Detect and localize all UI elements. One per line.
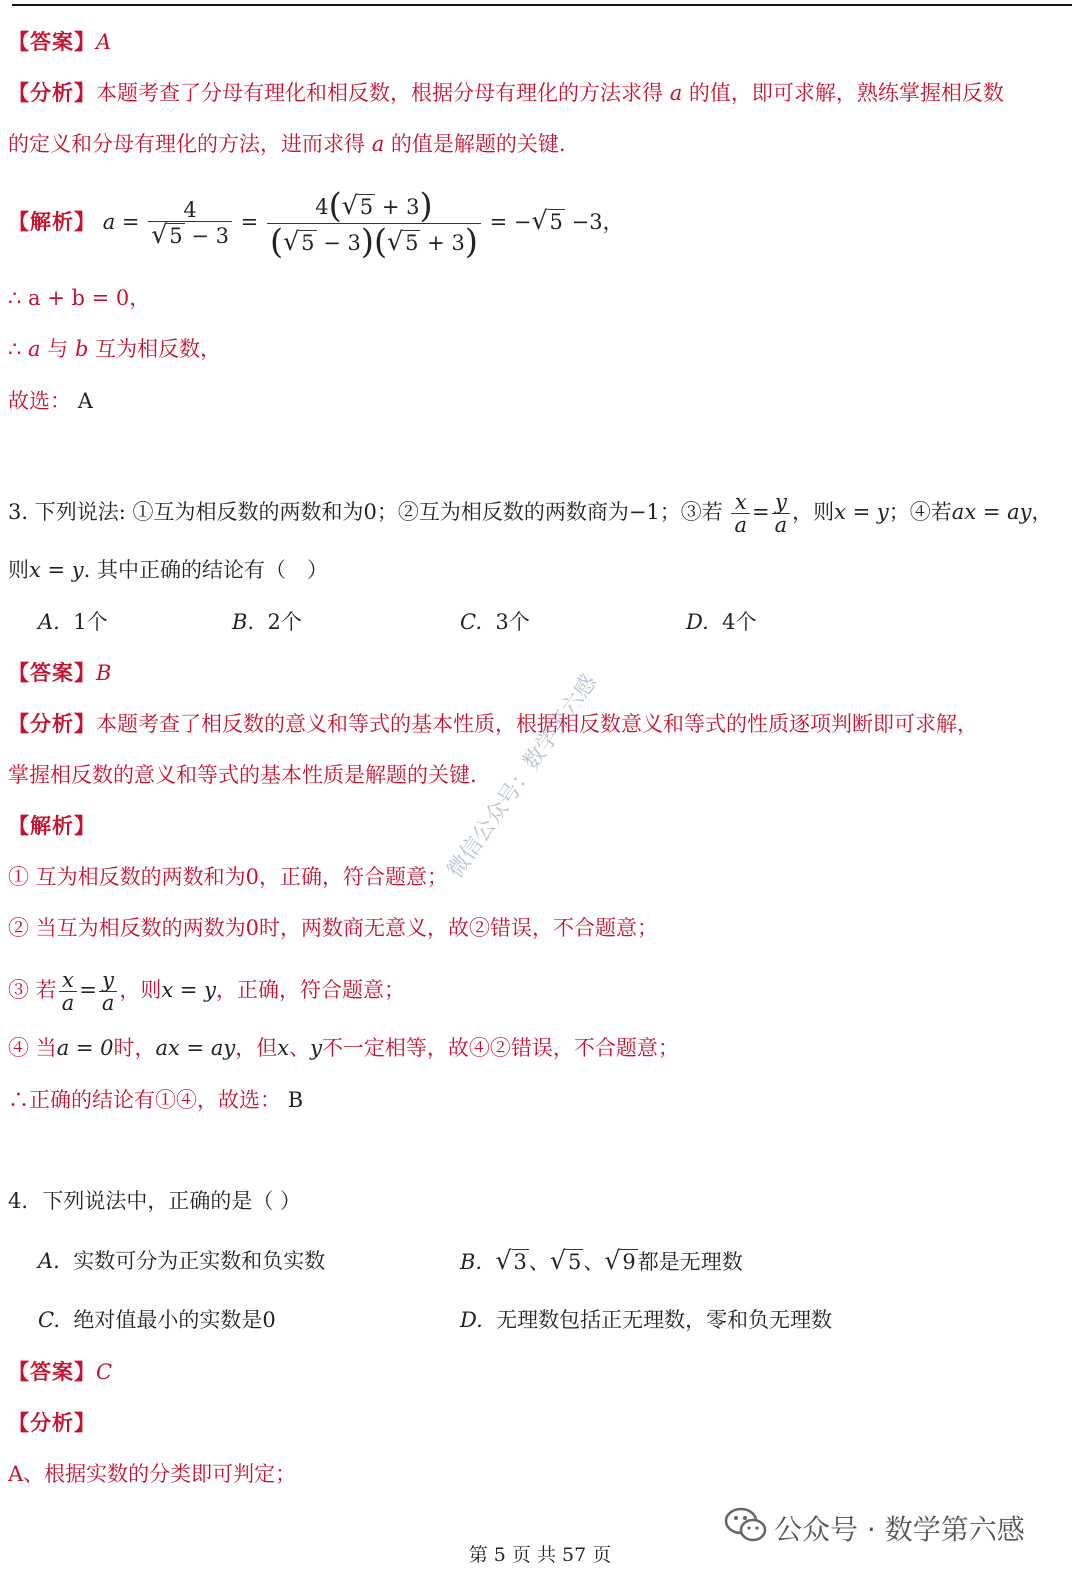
term: + 3 bbox=[381, 194, 420, 219]
q3-option-c[interactable] bbox=[460, 607, 530, 637]
equation: x = y bbox=[29, 558, 84, 582]
fraction-x-over-a bbox=[59, 969, 78, 1014]
option-key: A. bbox=[38, 610, 60, 634]
option-text: 1个 bbox=[73, 610, 108, 634]
analysis-text: 的值，即可求解，熟练掌握相反数 bbox=[688, 81, 1004, 105]
question-text: 4．下列说法中，正确的是（ ） bbox=[8, 1189, 302, 1213]
analysis-label: 【分析】 bbox=[8, 80, 96, 105]
analysis-text: 的值是解题的关键. bbox=[390, 132, 566, 156]
var-a: a bbox=[102, 210, 116, 234]
question-text: ， bbox=[1031, 500, 1053, 524]
question-text: ；④若 bbox=[888, 500, 952, 524]
equation: x = y bbox=[834, 500, 889, 524]
option-key: B. bbox=[232, 610, 255, 634]
option-key: C. bbox=[460, 610, 482, 634]
radicand: 5 bbox=[169, 223, 183, 248]
fraction-numerator: 4 bbox=[148, 199, 232, 222]
answer-value: B bbox=[96, 661, 112, 685]
q3-sol4 bbox=[8, 1033, 679, 1063]
equation: x = y bbox=[161, 978, 217, 1002]
q4-analysis-a bbox=[8, 1459, 296, 1489]
solution-text: ，但 bbox=[235, 1036, 278, 1060]
choose-value: B bbox=[287, 1088, 304, 1112]
fraction-x-over-a bbox=[731, 491, 750, 536]
question-text: 3. 下列说法: ①互为相反数的两数和为0；②互为相反数的两数商为−1；③若 bbox=[8, 500, 723, 524]
q3-sol2 bbox=[8, 913, 658, 943]
choose-label: 故选： bbox=[218, 1088, 281, 1112]
numerator: y bbox=[99, 969, 118, 992]
option-key: D. bbox=[460, 1308, 483, 1332]
result-prefix: = − bbox=[489, 210, 532, 234]
q4-option-a[interactable] bbox=[38, 1246, 325, 1276]
option-text: 无理数包括正无理数，零和负无理数 bbox=[496, 1308, 833, 1332]
solution-text: 不一定相等，故④②错误，不合题意； bbox=[321, 1036, 679, 1060]
q2-solution-line: 【解析】 a = $\frac{4}{√5 - 3}$ = $\frac{4(√5 + 3)}{(√5 - 3)(√5 + 3)}$ = −√5 −3， bbox=[8, 185, 624, 261]
diagonal-watermark: 微信公众号：数学第六感 bbox=[442, 670, 603, 883]
fraction-y-over-a bbox=[772, 491, 791, 536]
q4-answer-line bbox=[8, 1357, 112, 1387]
option-key: D. bbox=[686, 610, 709, 634]
q3-answer-line bbox=[8, 658, 111, 688]
fraction-2: $\frac{4(√5 + 3)}{(√5 - 3)(√5 + 3)}$ bbox=[267, 188, 481, 260]
fraction-y-over-a bbox=[99, 969, 118, 1014]
option-key: A. bbox=[38, 1249, 60, 1273]
numerator: x bbox=[731, 491, 750, 514]
option-key: B. bbox=[460, 1250, 483, 1274]
solution-text: 时， bbox=[113, 1036, 156, 1060]
q3-option-b[interactable] bbox=[232, 607, 302, 637]
answer-label: 【答案】 bbox=[8, 1359, 96, 1384]
option-text: 2个 bbox=[267, 610, 302, 634]
equals-sign: = bbox=[752, 500, 770, 524]
var-a: a bbox=[28, 337, 41, 361]
analysis-text: 本题考查了分母有理化和相反数，根据分母有理化的方法求得 bbox=[96, 81, 663, 105]
solution-text: ，则 bbox=[119, 978, 162, 1002]
equals-sign: = bbox=[121, 210, 140, 234]
top-rule bbox=[12, 4, 1072, 6]
q3-stem-line1 bbox=[8, 484, 1053, 540]
analysis-text: 的定义和分母有理化的方法，进而求得 bbox=[8, 132, 365, 156]
solution-label: 【解析】 bbox=[8, 813, 96, 838]
analysis-label: 【分析】 bbox=[8, 711, 96, 736]
solution-text: ① 互为相反数的两数和为0，正确，符合题意； bbox=[8, 865, 449, 889]
answer-label: 【答案】 bbox=[8, 29, 96, 54]
question-text: 则 bbox=[8, 558, 29, 582]
answer-value: A bbox=[96, 30, 112, 54]
radicand: 5 bbox=[301, 231, 315, 255]
q4-stem bbox=[8, 1186, 301, 1216]
q3-stem-line2 bbox=[8, 555, 328, 585]
solution-text: ，正确，符合题意； bbox=[216, 978, 406, 1002]
wechat-logo-icon bbox=[724, 1505, 768, 1545]
brand-watermark: 公众号 · 数学第六感 bbox=[774, 1513, 1025, 1546]
q3-option-a[interactable] bbox=[38, 607, 108, 637]
q3-analysis-line1 bbox=[8, 709, 978, 739]
solution-label: 【解析】 bbox=[8, 209, 96, 234]
separator: 、 bbox=[583, 1250, 605, 1274]
conclusion-text: ∴正确的结论有①④， bbox=[8, 1088, 218, 1112]
var-x: x bbox=[277, 1036, 290, 1060]
q3-sol3 bbox=[8, 962, 405, 1018]
question-text: ，则 bbox=[792, 500, 835, 524]
fraction-1: $\frac{4}{√5 - 3}$ bbox=[148, 199, 232, 249]
var-a: a bbox=[669, 81, 683, 105]
solution-text: ② 当互为相反数的两数为0时，两数商无意义，故②错误，不合题意； bbox=[8, 916, 659, 940]
answer-label: 【答案】 bbox=[8, 660, 96, 685]
q3-analysis-line2 bbox=[8, 760, 477, 790]
q3-conclusion bbox=[8, 1085, 303, 1115]
result-tail: −3， bbox=[571, 210, 624, 234]
var-y: y bbox=[310, 1036, 322, 1060]
option-key: C. bbox=[38, 1308, 60, 1332]
answer-value: C bbox=[96, 1360, 113, 1384]
equation: a = 0 bbox=[56, 1036, 114, 1060]
var-b: b bbox=[74, 337, 89, 361]
analysis-text: 本题考查了相反数的意义和等式的基本性质，根据相反数意义和等式的性质逐项判断即可求解， bbox=[96, 712, 978, 736]
term: + 3 bbox=[427, 231, 465, 255]
option-text: 实数可分为正实数和负实数 bbox=[73, 1249, 326, 1273]
q2-analysis-line2 bbox=[8, 129, 566, 159]
denominator: a bbox=[774, 513, 788, 537]
separator: 、 bbox=[528, 1250, 550, 1274]
q2-step2 bbox=[8, 334, 221, 364]
denominator: a bbox=[734, 513, 747, 537]
analysis-text: 掌握相反数的意义和等式的基本性质是解题的关键. bbox=[8, 763, 477, 787]
q2-analysis-line1 bbox=[8, 78, 1004, 108]
option-text: 绝对值最小的实数是0 bbox=[73, 1308, 276, 1332]
analysis-text: A、根据实数的分类即可判定； bbox=[8, 1462, 297, 1486]
step-text: 互为相反数， bbox=[88, 337, 222, 361]
q3-sol1 bbox=[8, 862, 448, 892]
option-text: 4个 bbox=[722, 610, 757, 634]
numerator: y bbox=[772, 491, 791, 514]
equation: ax = ay bbox=[155, 1036, 236, 1060]
option-text: 都是无理数 bbox=[637, 1250, 743, 1274]
q4-option-b[interactable]: B. √3、√5、√9都是无理数 bbox=[460, 1246, 743, 1275]
q2-answer-line bbox=[8, 27, 111, 57]
choose-label: 故选： bbox=[8, 389, 71, 413]
q3-solution-label-line bbox=[8, 811, 96, 841]
term: − 3 bbox=[323, 231, 361, 255]
q4-analysis-label-line bbox=[8, 1408, 96, 1438]
equals-sign: = bbox=[240, 210, 259, 234]
step-text: ∴ a + b = 0， bbox=[8, 286, 151, 310]
q4-option-c[interactable] bbox=[38, 1305, 276, 1335]
equation: ax = ay bbox=[951, 500, 1032, 524]
radicand: 5 bbox=[567, 1250, 582, 1274]
option-text: 3个 bbox=[495, 610, 530, 634]
numerator: x bbox=[59, 969, 78, 992]
q3-option-d[interactable] bbox=[686, 607, 757, 637]
choose-value: A bbox=[77, 389, 93, 413]
page-footer: 第 5 页 共 57 页 bbox=[468, 1544, 612, 1566]
radicand: 5 bbox=[549, 210, 563, 234]
question-text: . 其中正确的结论有（ ） bbox=[83, 558, 329, 582]
q4-option-d[interactable] bbox=[460, 1305, 832, 1335]
solution-text: ③ 若 bbox=[8, 978, 57, 1002]
fraction-denominator-tail: − 3 bbox=[191, 223, 229, 248]
denominator: a bbox=[61, 991, 75, 1015]
radicand: 5 bbox=[405, 231, 419, 255]
step-text: 与 bbox=[40, 337, 75, 361]
var-a: a bbox=[371, 132, 385, 156]
coefficient: 4 bbox=[315, 194, 329, 219]
step-prefix: ∴ bbox=[8, 337, 29, 361]
q2-step1 bbox=[8, 283, 150, 313]
equals-sign: = bbox=[79, 978, 97, 1002]
analysis-label: 【分析】 bbox=[8, 1410, 96, 1435]
denominator: a bbox=[101, 991, 115, 1015]
radicand: 5 bbox=[359, 194, 374, 219]
radicand: 3 bbox=[513, 1250, 527, 1274]
separator: 、 bbox=[289, 1036, 311, 1060]
q2-choose bbox=[8, 386, 93, 416]
radicand: 9 bbox=[622, 1250, 636, 1274]
solution-text: ④ 当 bbox=[8, 1036, 57, 1060]
